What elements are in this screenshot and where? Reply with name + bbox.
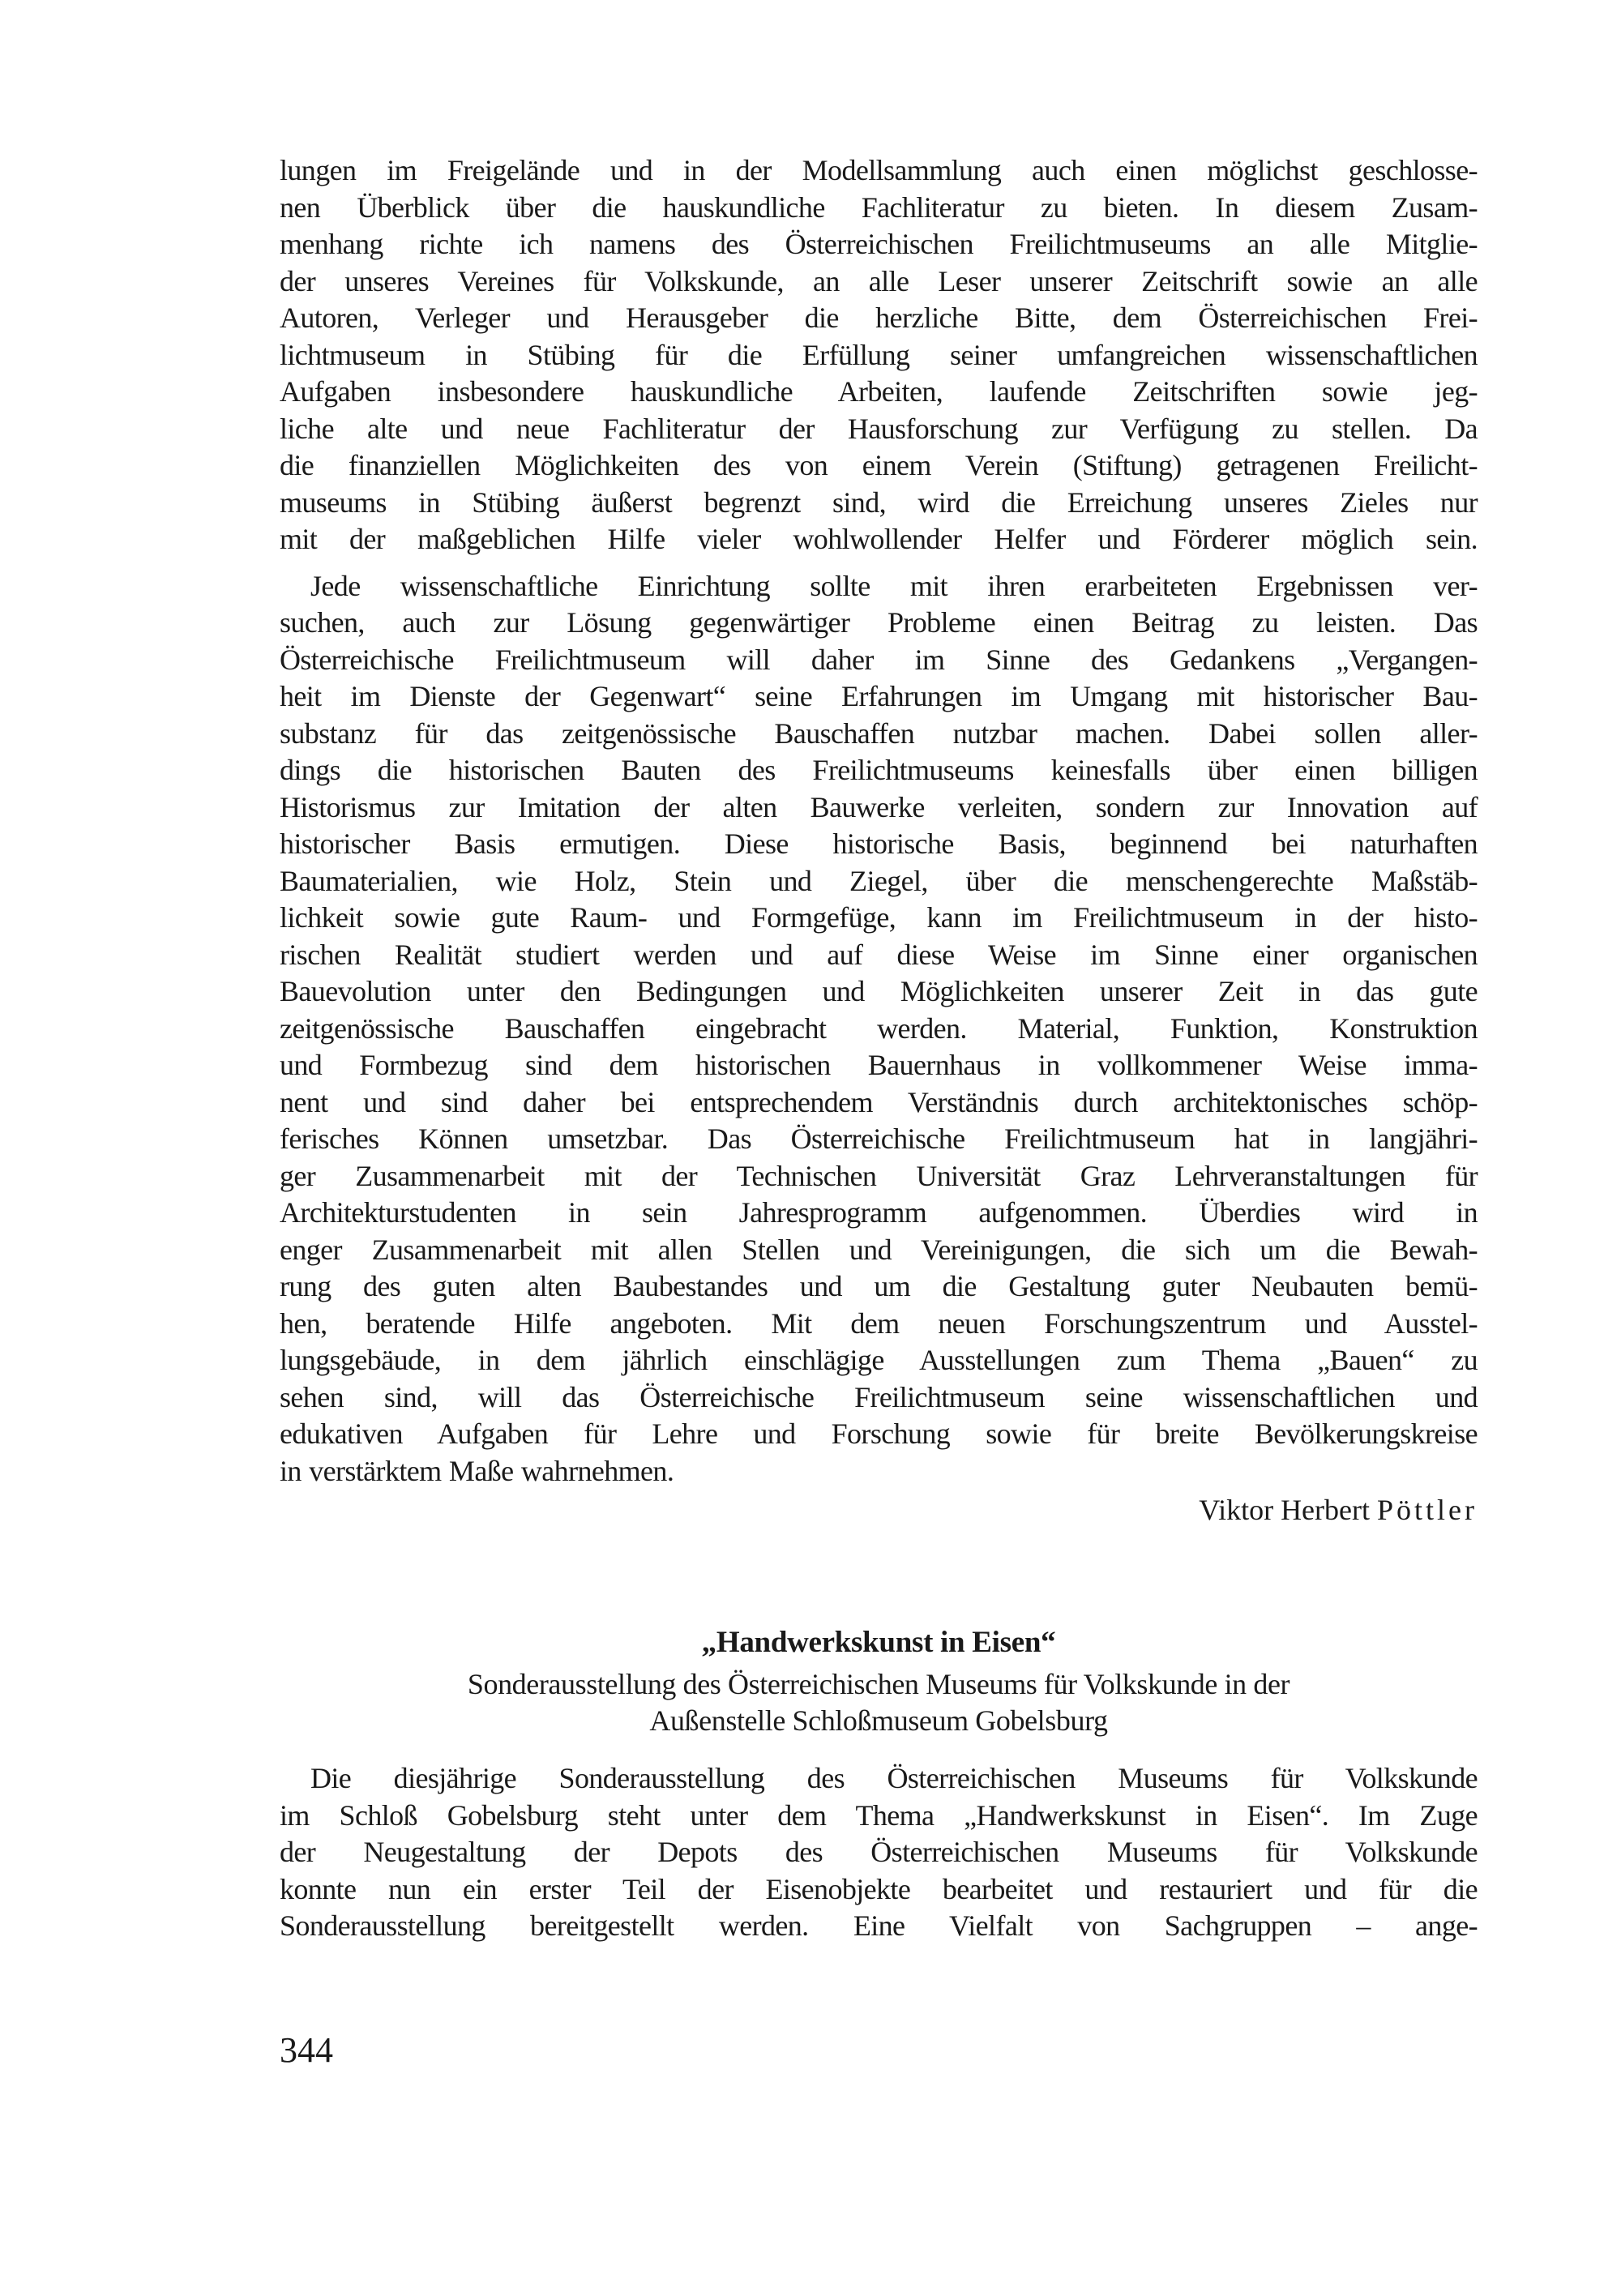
text-line: suchen, auch zur Lösung gegenwärtiger Probleme einen Beitrag zu leisten. Das [280,606,1478,639]
text-line: substanz für das zeitgenössische Bauschaffen nutzbar machen. Dabei sollen aller- [280,716,1478,750]
text-line: nen Überblick über die hauskundliche Fachliteratur zu bieten. In diesem Zusam- [280,190,1478,224]
text-line: Baumaterialien, wie Holz, Stein und Ziegel, über die menschengerechte Maßstäb- [280,864,1478,897]
text-line: lungsgebäude, in dem jährlich einschlägige Ausstellungen zum Thema „Bauen“ zu [280,1344,1478,1376]
author-signature [280,1491,1478,1529]
paragraph [280,152,1478,558]
text-line: im Schloß Gobelsburg steht unter dem Thema „Handwerkskunst in Eisen“. Im Zuge [280,1798,1478,1832]
text-line: menhang richte ich namens des Österreichischen Freilichtmuseums an alle Mitglie- [280,228,1478,260]
paragraph [280,1760,1478,1945]
text-line: edukativen Aufgaben für Lehre und Forschung sowie für breite Bevölkerungskreise [280,1417,1478,1450]
paragraph [280,568,1478,1490]
text-line: Autoren, Verleger und Herausgeber die herzliche Bitte, dem Österreichischen Frei- [280,301,1478,334]
text-line: in verstärktem Maße wahrnehmen. [280,1454,674,1487]
subtitle-line: Außenstelle Schloßmuseum Gobelsburg [649,1704,1108,1737]
text-line: Sonderausstellung bereitgestellt werden. Eine Vielfalt von Sachgruppen – ange- [280,1909,1478,1942]
text-line: sehen sind, will das Österreichische Freilichtmuseum seine wissenschaftlichen und [280,1380,1478,1413]
text-line: lichtmuseum in Stübing für die Erfüllung seiner umfangreichen wissenschaftlichen [280,338,1478,371]
article-subtitle [280,1666,1478,1739]
author-given-names: Viktor Herbert [1199,1494,1370,1526]
text-line: historischer Basis ermutigen. Diese historische Basis, beginnend bei naturhaften [280,827,1478,860]
article-freilichtmuseum [280,152,1478,1529]
text-line: die finanziellen Möglichkeiten des von einem Verein (Stiftung) getragenen Freilicht- [280,449,1478,481]
text-line: hen, beratende Hilfe angeboten. Mit dem neuen Forschungszentrum und Ausstel- [280,1306,1478,1340]
text-line: Österreichische Freilichtmuseum will daher im Sinne des Gedankens „Vergangen- [280,643,1478,676]
text-line: rung des guten alten Baubestandes und um die Gestaltung guter Neubauten bemü- [280,1270,1478,1302]
text-line: liche alte und neue Fachliteratur der Hausforschung zur Verfügung zu stellen. Da [280,412,1478,445]
text-line: nent und sind daher bei entsprechendem Verständnis durch architektonisches schöp- [280,1085,1478,1118]
article-title: „Handwerkskunst in Eisen“ [701,1626,1056,1659]
text-line: rischen Realität studiert werden und auf diese Weise im Sinne einer organischen [280,938,1478,971]
text-line: lungen im Freigelände und in der Modellsammlung auch einen möglichst geschlosse- [280,154,1478,186]
text-line: Jede wissenschaftliche Einrichtung sollte mit ihren erarbeiteten Ergebnissen ver- [310,569,1478,602]
text-line: lichkeit sowie gute Raum- und Formgefüge, kann im Freilichtmuseum in der histo- [280,901,1478,934]
text-line: museums in Stübing äußerst begrenzt sind, wird die Erreichung unseres Zieles nur [280,485,1478,519]
text-line: und Formbezug sind dem historischen Bauernhaus in vollkommener Weise imma- [280,1049,1478,1081]
author-surname: Pöttler [1377,1494,1478,1526]
text-line: Architekturstudenten in sein Jahresprogramm aufgenommen. Überdies wird in [280,1196,1478,1229]
text-line: Bauevolution unter den Bedingungen und Möglichkeiten unserer Zeit in das gute [280,975,1478,1007]
text-line: zeitgenössische Bauschaffen eingebracht werden. Material, Funktion, Konstruktion [280,1011,1478,1045]
text-line: Historismus zur Imitation der alten Bauwerke verleiten, sondern zur Innovation auf [280,790,1478,823]
text-line: konnte nun ein erster Teil der Eisenobjekte bearbeitet und restauriert und für die [280,1872,1478,1905]
text-line: heit im Dienste der Gegenwart“ seine Erfahrungen im Umgang mit historischer Bau- [280,680,1478,712]
text-line: ferisches Können umsetzbar. Das Österreichische Freilichtmuseum hat in langjähri- [280,1122,1478,1155]
text-line: Die diesjährige Sonderausstellung des Österreichischen Museums für Volkskunde [310,1762,1478,1794]
text-line: dings die historischen Bauten des Freilichtmuseums keinesfalls über einen billigen [280,754,1478,786]
text-line: ger Zusammenarbeit mit der Technischen Universität Graz Lehrveranstaltungen für [280,1159,1478,1192]
text-line: der Neugestaltung der Depots des Österreichischen Museums für Volkskunde [280,1836,1478,1868]
text-line: mit der maßgeblichen Hilfe vieler wohlwollender Helfer und Förderer möglich sein. [280,523,1478,555]
text-line: der unseres Vereines für Volkskunde, an alle Leser unserer Zeitschrift sowie an alle [280,264,1478,297]
page-number: 344 [280,2030,333,2070]
text-line: enger Zusammenarbeit mit allen Stellen und Vereinigungen, die sich um die Bewah- [280,1233,1478,1266]
article-handwerkskunst [280,1624,1478,1945]
page-body [280,152,1478,1945]
text-line: Aufgaben insbesondere hauskundliche Arbeiten, laufende Zeitschriften sowie jeg- [280,375,1478,408]
subtitle-line: Sonderausstellung des Österreichischen Museums für Volkskunde in der [467,1668,1290,1700]
